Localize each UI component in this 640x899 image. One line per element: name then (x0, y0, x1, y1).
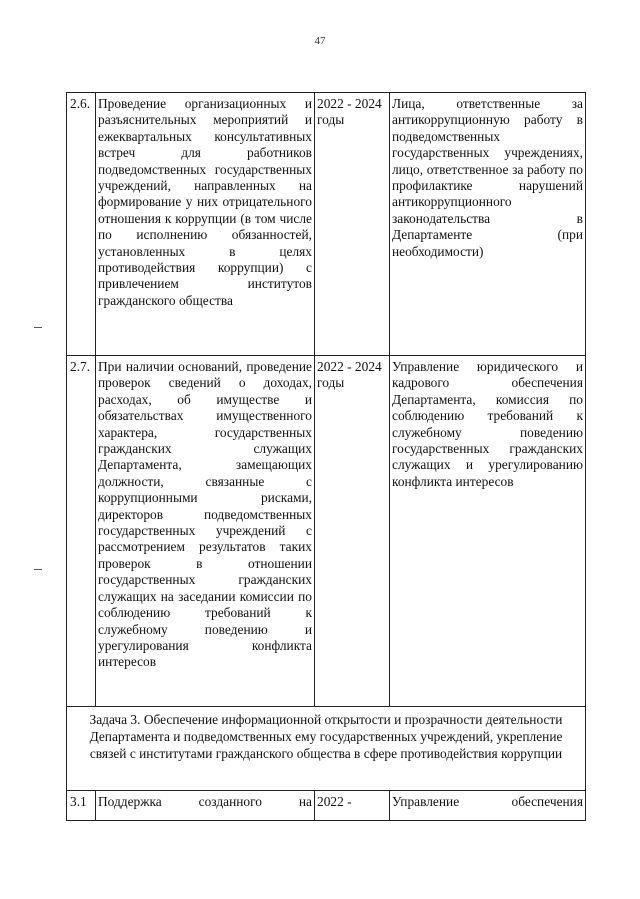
task-row (67, 707, 586, 791)
action-cell: Проведение организационных и разъяснительных мероприятий и ежеквартальных консультативных встреч для работников подведомственных государственных учреждений, направленных на формирование у них отрицательного отношения к коррупции (в том числе по исполнению обязанностей, установленных в целях противодействия коррупции) с привлечением институтов гражданского общества (96, 93, 315, 356)
page-number: 47 (314, 35, 326, 47)
table-row (67, 791, 586, 821)
action-cell: При наличии оснований, проведение проверок сведений о доходах, расходах, об имуществе и обязательствах имущественного характера, государственных гражданских служащих Департамента, замещающих должности, связанные с коррупционными рисками, директоров подведомственных государственных учреждений с рассмотрением результатов таких проверок в отношении государственных гражданских служащих на заседании комиссии по соблюдению требований к служебному поведению и урегулирования конфликта интересов (96, 356, 315, 707)
term-cell: 2022 - 2024 годы (315, 356, 390, 707)
responsible-cell: Управление юридического и кадрового обеспечения Департамента, комиссия по соблюдению требований к служебному поведению государственных гражданских служащих и урегулированию конфликта интересов (390, 356, 586, 707)
table-row (67, 93, 586, 356)
measures-table (66, 92, 586, 821)
term-cell: 2022 - (315, 791, 390, 821)
row-number: 3.1 (67, 791, 96, 821)
row-number: 2.6. (67, 93, 96, 356)
table-row (67, 356, 586, 707)
responsible-cell: Лица, ответственные за антикоррупционную работу в подведомственных государственных учреждениях, лицо, ответственное за работу по профилактике нарушений антикоррупционного законодательства в Департаменте (при необходимости) (390, 93, 586, 356)
responsible-cell: Управление обеспечения (390, 791, 586, 821)
task-heading: Задача 3. Обеспечение информационной открытости и прозрачности деятельности Департамента и подведомственных ему государственных учреждений, укрепление связей с институтами гражданского общества в сфере противодействия коррупции (67, 707, 586, 791)
margin-mark (34, 569, 42, 570)
action-cell: Поддержка созданного на (96, 791, 315, 821)
term-cell: 2022 - 2024 годы (315, 93, 390, 356)
row-number: 2.7. (67, 356, 96, 707)
margin-mark (34, 327, 42, 328)
